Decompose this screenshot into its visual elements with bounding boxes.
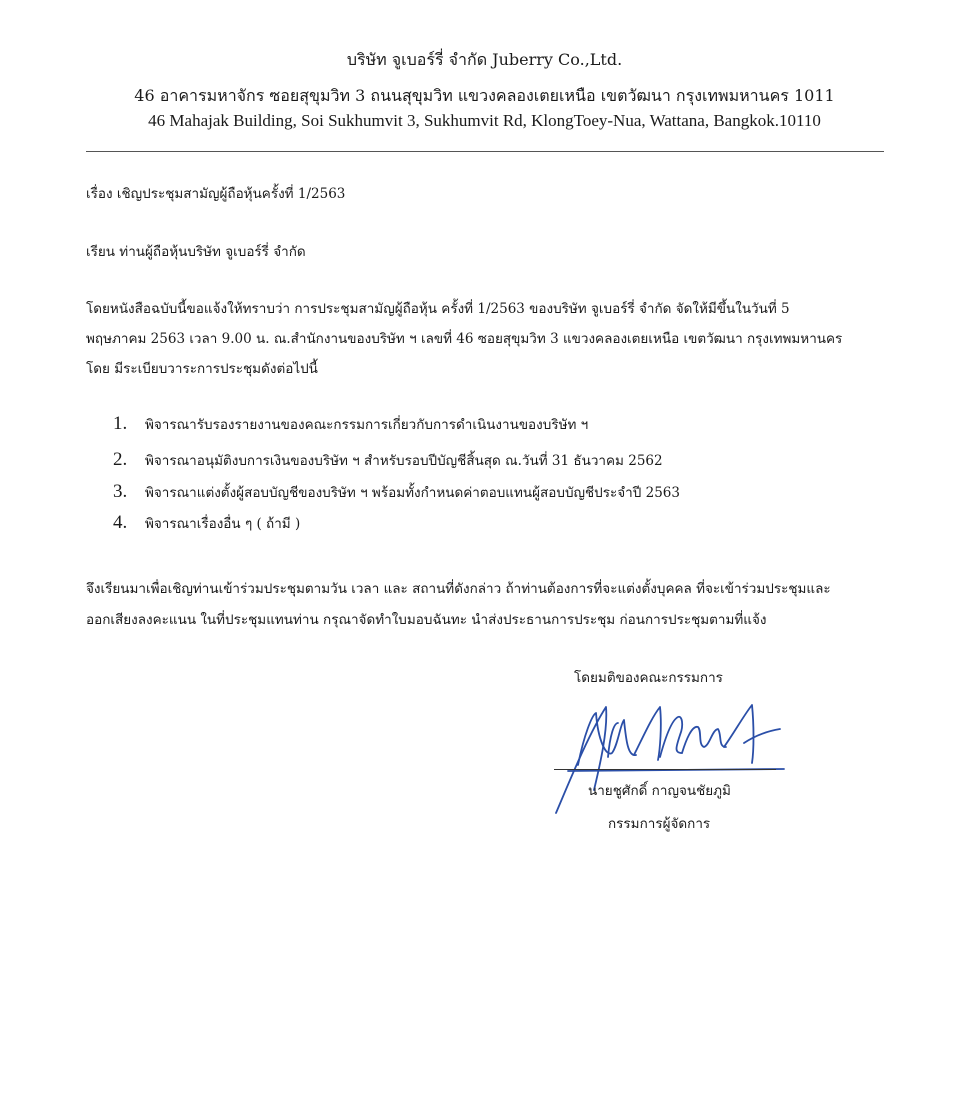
agenda-number: 4. [113,512,128,533]
agenda-item [113,449,663,471]
closing-paragraph-line: จึงเรียนมาเพื่อเชิญท่านเข้าร่วมประชุมตามวัน เวลา และ สถานที่ดังกล่าว ถ้าท่านต้องการที่จะแต่งตั้งบุคคล ที่จะเข้าร่วมประชุมและ [86,581,831,597]
company-name: บริษัท จูเบอร์รี่ จำกัด Juberry Co.,Ltd. [346,50,623,69]
on-behalf-of-board: โดยมติของคณะกรรมการ [574,670,723,686]
closing-paragraph-line: ออกเสียงลงคะแนน ในที่ประชุมแทนท่าน กรุณาจัดทำใบมอบฉันทะ นำส่งประธานการประชุม ก่อนการประชุมตามที่แจ้ง [86,612,767,628]
agenda-item [113,512,300,534]
company-address-thai: 46 อาคารมหาจักร ซอยสุขุมวิท 3 ถนนสุขุมวิท แขวงคลองเตยเหนือ เขตวัฒนา กรุงเทพมหานคร 1011 [134,86,835,105]
agenda-item [113,413,588,435]
company-address-english: 46 Mahajak Building, Soi Sukhumvit 3, Sukhumvit Rd, KlongToey-Nua, Wattana, Bangkok.10110 [148,111,821,130]
salutation-line: เรียน ท่านผู้ถือหุ้นบริษัท จูเบอร์รี่ จำกัด [86,244,306,260]
agenda-item [113,481,680,503]
agenda-number: 1. [113,413,128,434]
signatory-title: กรรมการผู้จัดการ [608,816,711,832]
body-paragraph-line: โดย มีระเบียบวาระการประชุมดังต่อไปนี้ [86,361,318,377]
signature-line [554,769,776,770]
agenda-text: พิจารณาอนุมัติงบการเงินของบริษัท ฯ สำหรับรอบปีบัญชีสิ้นสุด ณ.วันที่ 31 ธันวาคม 2562 [145,453,663,469]
letterhead-divider [86,151,884,152]
agenda-text: พิจารณาแต่งตั้งผู้สอบบัญชีของบริษัท ฯ พร้อมทั้งกำหนดค่าตอบแทนผู้สอบบัญชีประจำปี 2563 [145,485,680,501]
signatory-name: นายชูศักดิ์ กาญจนชัยภูมิ [588,783,731,799]
agenda-number: 3. [113,481,128,502]
handwritten-signature [548,695,788,820]
agenda-number: 2. [113,449,128,470]
body-paragraph-line: พฤษภาคม 2563 เวลา 9.00 น. ณ.สำนักงานของบริษัท ฯ เลขที่ 46 ซอยสุขุมวิท 3 แขวงคลองเตยเหนือ เขตวัฒนา กรุงเทพมหานคร [86,331,843,347]
subject-line: เรื่อง เชิญประชุมสามัญผู้ถือหุ้นครั้งที่ 1/2563 [86,186,346,202]
body-paragraph-line: โดยหนังสือฉบับนี้ขอแจ้งให้ทราบว่า การประชุมสามัญผู้ถือหุ้น ครั้งที่ 1/2563 ของบริษัท จูเบอร์รี่ จำกัด จัดให้มีขึ้นในวันที่ 5 [86,301,790,317]
agenda-text: พิจารณารับรองรายงานของคณะกรรมการเกี่ยวกับการดำเนินงานของบริษัท ฯ [145,417,589,433]
agenda-text: พิจารณาเรื่องอื่น ๆ ( ถ้ามี ) [145,516,301,532]
